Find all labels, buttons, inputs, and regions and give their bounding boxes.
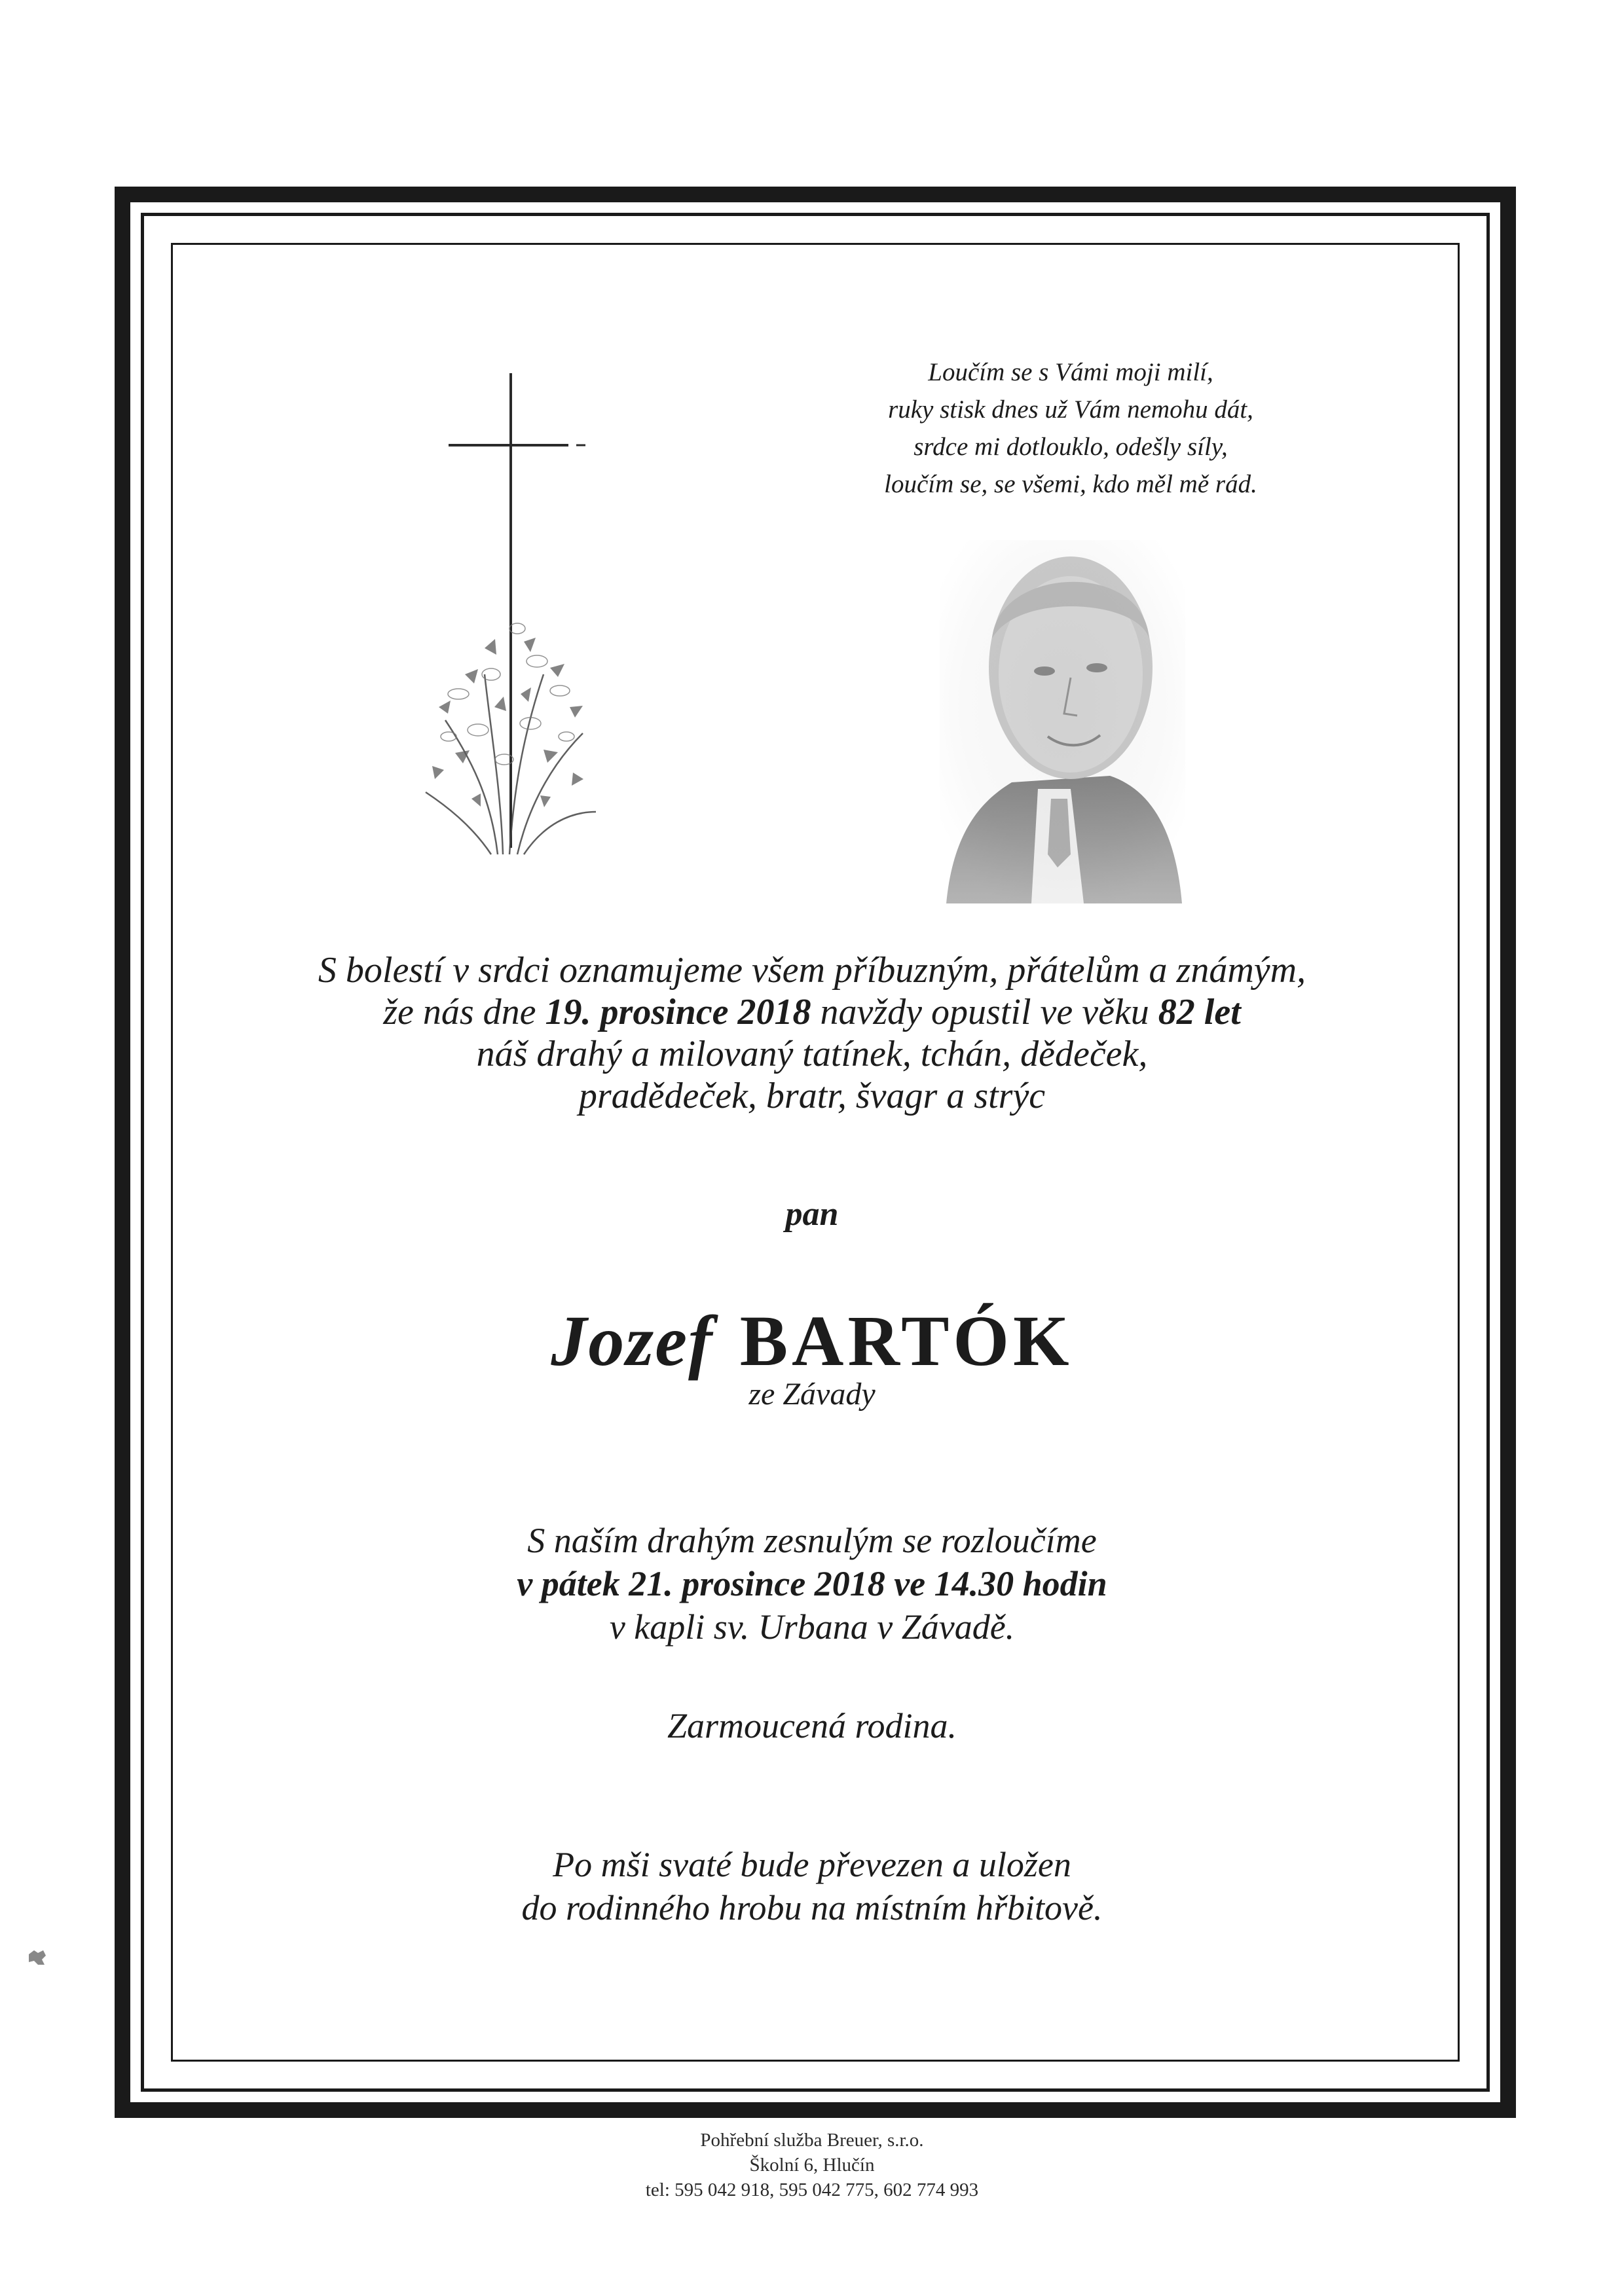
age: 82 let [1158,992,1241,1032]
funeral-service-footer [550,2128,1074,2202]
death-announcement [170,949,1454,1117]
death-date: 19. prosince 2018 [545,992,811,1032]
funeral-details [170,1519,1454,1649]
poem-line: srdce mi dotlouklo, odešly síly, [913,433,1228,461]
company-name: Pohřební služba Breuer, s.r.o. [700,2130,924,2151]
scan-speck [26,1948,48,1967]
announcement-text: že nás dne [383,992,545,1032]
company-phones: tel: 595 042 918, 595 042 775, 602 774 993 [645,2179,979,2200]
honorific: pan [785,1195,839,1233]
announcement-line: S bolestí v srdci oznamujeme všem příbuzným, přátelům a známým, [318,950,1306,991]
poem-line: ruky stisk dnes už Vám nemohu dát, [888,395,1253,424]
cross-with-lilies-icon [393,367,609,884]
funeral-place: v kapli sv. Urbana v Závadě. [609,1607,1015,1647]
portrait-photo [940,540,1185,903]
poem-line: Loučím se s Vámi moji milí, [928,358,1213,386]
deceased-name [170,1300,1454,1383]
first-name: Jozef [551,1301,714,1381]
company-address: Školní 6, Hlučín [749,2155,875,2176]
burial-line: do rodinného hrobu na místním hřbitově. [521,1888,1103,1927]
burial-line: Po mši svaté bude převezen a uložen [553,1845,1071,1884]
funeral-date-time: v pátek 21. prosince 2018 ve 14.30 hodin [517,1564,1107,1603]
announcement-line: náš drahý a milovaný tatínek, tchán, dědeček, [476,1034,1148,1074]
burial-note [170,1843,1454,1929]
announcement-text: navždy opustil ve věku [811,992,1158,1032]
farewell-line: S naším drahým zesnulým se rozloučíme [527,1521,1097,1560]
poem [779,354,1362,503]
family-signature: Zarmoucená rodina. [667,1706,957,1745]
surname: BARTÓK [739,1301,1073,1381]
announcement-line [170,991,1454,1033]
origin: ze Závady [748,1377,876,1412]
poem-line: loučím se, se všemi, kdo měl mě rád. [884,470,1257,498]
announcement-line: pradědeček, bratr, švagr a strýc [578,1076,1046,1116]
mourning-border-thin-line [171,243,1460,2062]
